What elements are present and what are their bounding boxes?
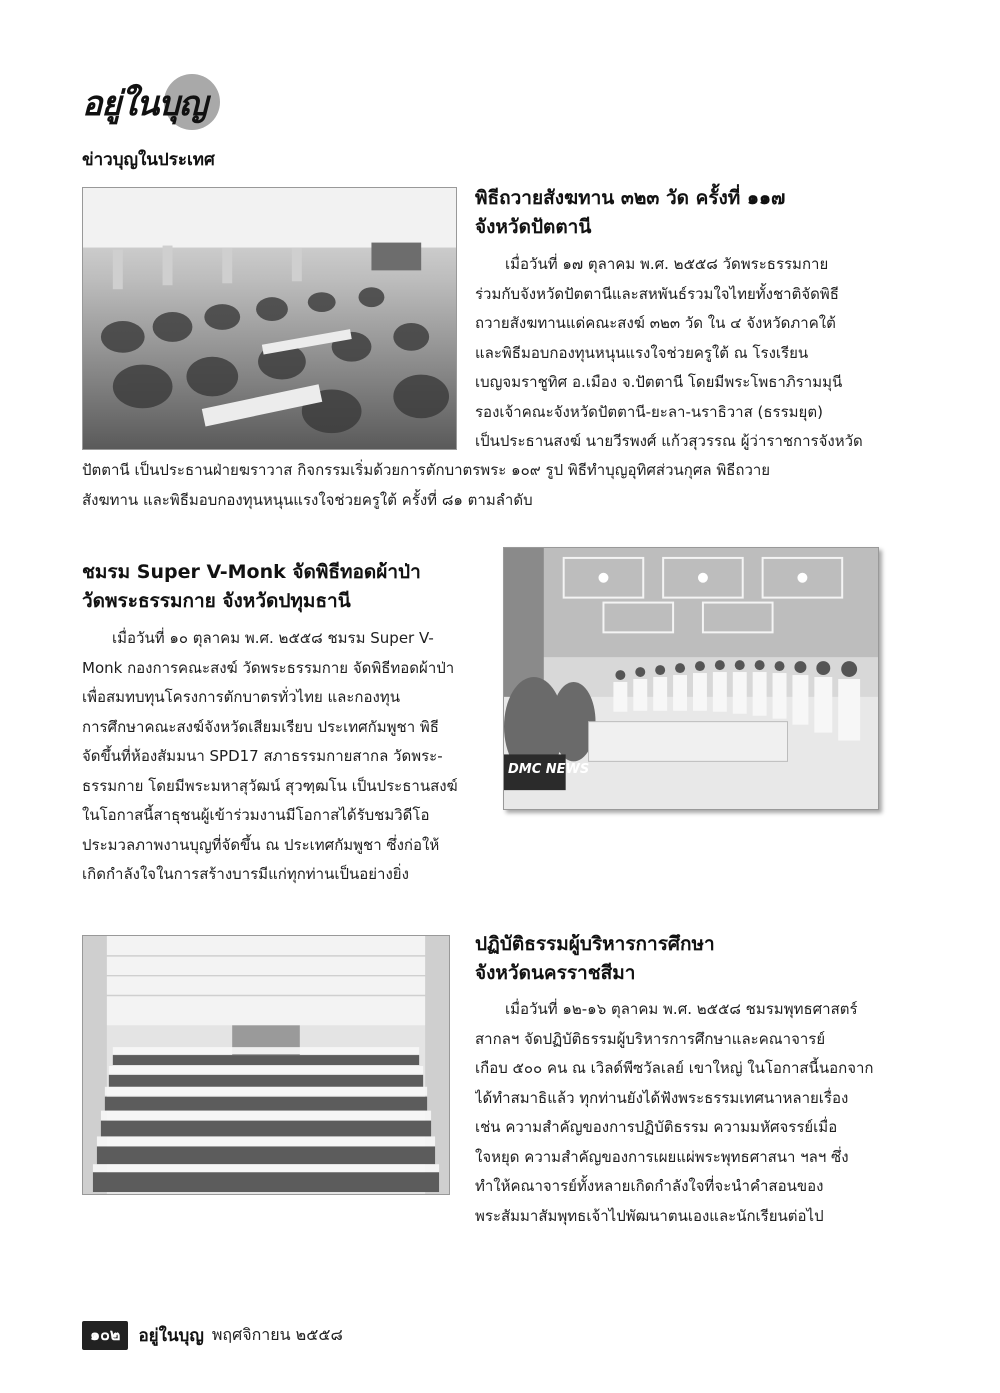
article1-body-full [82,456,882,515]
logo-text: อยู่ในบุญ [82,84,207,124]
article2-line: ธรรมกาย โดยมีพระมหาสุวัฒน์ สุวฑฺฒโน เป็นประธานสงฆ์ [82,776,458,795]
article3-line: ใจหยุด ความสำคัญของการเผยแผ่พระพุทธศาสนา ฯลฯ ซึ่ง [475,1147,849,1166]
article3-line: พระสัมมาสัมพุทธเจ้าไปพัฒนาตนเองและนักเรียนต่อไป [475,1206,824,1225]
article2-title-line2: วัดพระธรรมกาย จังหวัดปทุมธานี [82,590,351,612]
article1-title-line1: พิธีถวายสังฆทาน ๓๒๓ วัด ครั้งที่ ๑๑๗ [475,187,786,209]
article1-line: ถวายสังฆทานแด่คณะสงฆ์ ๓๒๓ วัด ใน ๔ จังหวัดภาคใต้ [475,314,836,332]
article2-line: เพื่อสมทบทุนโครงการตักบาตรทั่วไทย และกองทุน [82,688,400,706]
page-number: ๑๐๒ [82,1321,128,1350]
article1-line: ร่วมกับจังหวัดปัตตานีและสหพันธ์รวมใจไทยทั้งชาติจัดพิธี [475,284,839,303]
article1-line: รองเจ้าคณะจังหวัดปัตตานี-ยะลา-นราธิวาส (ธรรมยุต) [475,402,823,421]
article3-title-line2: จังหวัดนครราชสีมา [475,962,636,984]
article2-title-line1: ชมรม Super V-Monk จัดพิธีทอดผ้าป่า [82,561,421,583]
dmc-news-watermark: DMC NEWS [508,762,590,777]
article3-title [475,930,895,988]
article2-line: ในโอกาสนี้สาธุชนผู้เข้าร่วมงานมีโอกาสได้รับชมวิดีโอ [82,806,430,824]
article2-photo [503,547,879,810]
article2-line: เมื่อวันที่ ๑๐ ตุลาคม พ.ศ. ๒๕๕๘ ชมรม Super V- [112,629,434,647]
article2-line: การศึกษาคณะสงฆ์จังหวัดเสียมเรียบ ประเทศกัมพูชา พิธี [82,717,439,736]
article2-line: เกิดกำลังใจในการสร้างบารมีแก่ทุกท่านเป็นอย่างยิ่ง [82,865,409,883]
article1-body [475,250,885,457]
article1-line: เมื่อวันที่ ๑๗ ตุลาคม พ.ศ. ๒๕๕๘ วัดพระธรรมกาย [505,255,829,273]
article2-line: จัดขึ้นที่ห้องสัมมนา SPD17 สภาธรรมกายสากล วัดพระ- [82,747,443,765]
magazine-logo [80,70,230,132]
article3-body [475,995,885,1231]
article2-line: ประมวลภาพงานบุญที่จัดขึ้น ณ ประเทศกัมพูชา ซึ่งก่อให้ [82,835,440,854]
article1-line: และพิธีมอบกองทุนหนุนแรงใจช่วยครูใต้ ณ โรงเรียน [475,343,809,362]
article1-line: เบญจมราชูทิศ อ.เมือง จ.ปัตตานี โดยมีพระโพธาภิรามมุนี [475,373,843,391]
article2-body [82,624,482,890]
article1-full-line: สังฆทาน และพิธีมอบกองทุนหนุนแรงใจช่วยครูใต้ ครั้งที่ ๘๑ ตามลำดับ [82,490,533,509]
article3-line: เกือบ ๕๐๐ คน ณ เวิลด์พีซวัลเลย์ เขาใหญ่ ในโอกาสนี้นอกจาก [475,1059,874,1077]
article3-line: ได้ทำสมาธิแล้ว ทุกท่านยังได้ฟังพระธรรมเทศนาหลายเรื่อง [475,1088,849,1107]
article2-line: Monk กองการคณะสงฆ์ วัดพระธรรมกาย จัดพิธีทอดผ้าป่า [82,658,455,677]
article1-title [475,184,915,242]
article1-title-line2: จังหวัดปัตตานี [475,216,592,238]
section-label: ข่าวบุญในประเทศ [82,150,215,170]
article1-photo [82,187,457,450]
footer-magazine-name: อยู่ในบุญ [138,1325,204,1346]
article3-title-line1: ปฏิบัติธรรมผู้บริหารการศึกษา [475,933,715,955]
footer-issue-date: พฤศจิกายน ๒๕๕๘ [211,1324,343,1344]
article3-line: สากลฯ จัดปฏิบัติธรรมผู้บริหารการศึกษาและคณาจารย์ [475,1029,826,1048]
article1-line: เป็นประธานสงฆ์ นายวีรพงศ์ แก้วสุวรรณ ผู้ว่าราชการจังหวัด [475,432,863,450]
page-footer [82,1322,343,1348]
article3-photo [82,935,450,1195]
article3-line: ทำให้คณาจารย์ทั้งหลายเกิดกำลังใจที่จะนำคำสอนของ [475,1177,824,1195]
article3-line: เช่น ความสำคัญของการปฏิบัติธรรม ความมหัศจรรย์เมื่อ [475,1118,838,1136]
article3-line: เมื่อวันที่ ๑๒-๑๖ ตุลาคม พ.ศ. ๒๕๕๘ ชมรมพุทธศาสตร์ [505,1000,858,1018]
article1-full-line: ปัตตานี เป็นประธานฝ่ายฆราวาส กิจกรรมเริ่มด้วยการตักบาตรพระ ๑๐๙ รูป พิธีทำบุญอุทิศส่วนกุศล พิธีถวาย [82,461,771,479]
article2-title [82,558,492,616]
